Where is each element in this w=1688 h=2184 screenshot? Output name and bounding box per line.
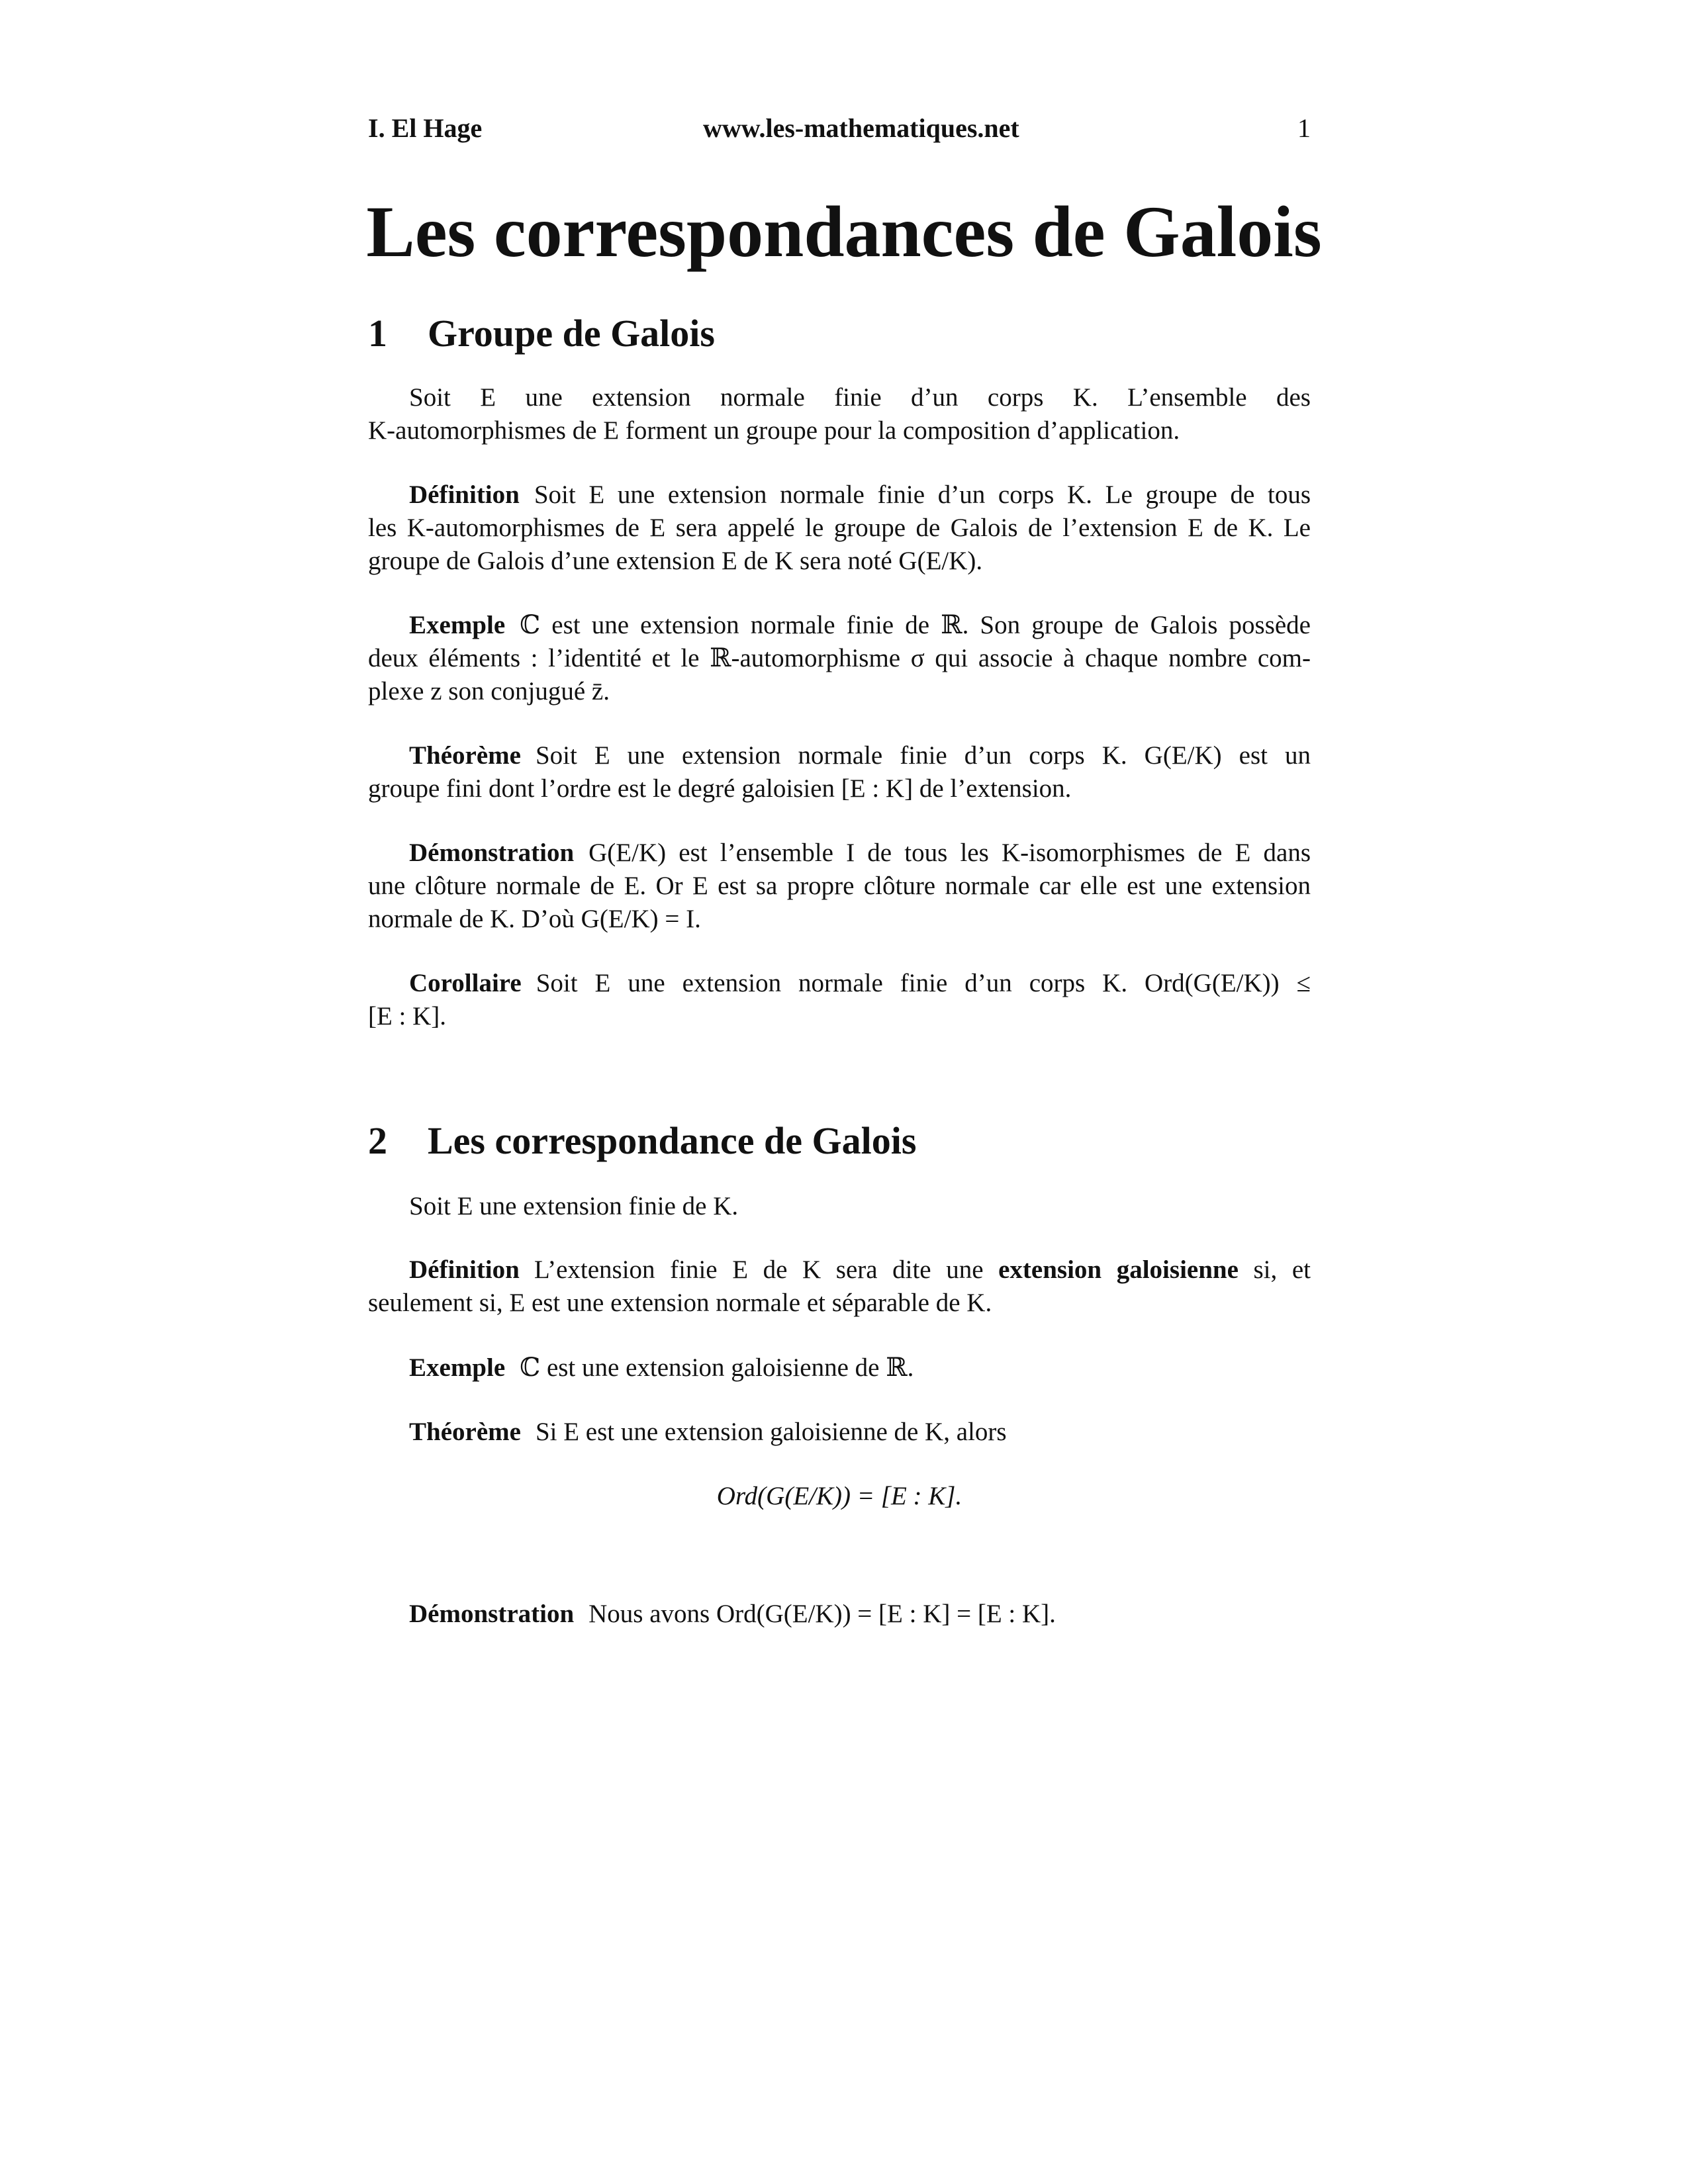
proof-1-line-3: normale de K. D’où G(E/K) = I.	[368, 905, 701, 933]
proof-2	[368, 1598, 1311, 1631]
proof-1-text-1: G(E/K) est l’ensemble I de tous les K-isomorphismes de E dans	[588, 839, 1311, 867]
theorem-1-label: Théorème	[409, 741, 521, 770]
page-title: Les correspondances de Galois	[366, 191, 1322, 272]
proof-2-label: Démonstration	[409, 1600, 575, 1628]
section-2-intro-text: Soit E une extension finie de K.	[409, 1192, 739, 1220]
proof-1-line-1	[368, 837, 1311, 870]
example-1-label: Exemple	[409, 611, 506, 639]
example-1-line-2: deux éléments : l’identité et le ℝ-automorphisme σ qui associe à chaque nombre com-	[368, 644, 1311, 672]
theorem-2	[368, 1416, 1311, 1449]
section-1-title: Groupe de Galois	[428, 312, 715, 355]
definition-1-text-1: Soit E une extension normale finie d’un corps K. Le groupe de tous	[534, 480, 1311, 509]
section-2-heading	[368, 1116, 916, 1166]
header-page-number: 1	[1297, 113, 1311, 143]
example-2	[368, 1351, 1311, 1385]
theorem-1-line-1	[368, 739, 1311, 772]
example-1-text-1: ℂ est une extension normale finie de ℝ. Son groupe de Galois possède	[520, 611, 1311, 639]
section-2-intro	[368, 1190, 1311, 1223]
section-1-number: 1	[368, 312, 387, 355]
section-2-number: 2	[368, 1119, 387, 1162]
definition-1-line-3: groupe de Galois d’une extension E de K sera noté G(E/K).	[368, 547, 983, 575]
header-author: I. El Hage	[368, 113, 483, 143]
definition-2	[368, 1253, 1311, 1320]
example-2-line	[368, 1351, 1311, 1385]
definition-2-line-1	[368, 1253, 1311, 1287]
definition-2-line-2: seulement si, E est une extension normale et séparable de K.	[368, 1289, 992, 1317]
corollary-1-line-1	[368, 967, 1311, 1000]
section-1-heading	[368, 308, 715, 359]
example-1-line-3: plexe z son conjugué z̄.	[368, 677, 610, 705]
theorem-2-text: Si E est une extension galoisienne de K, alors	[535, 1418, 1007, 1446]
proof-2-text: Nous avons Ord(G(E/K)) = [E : K] = [E : K].	[588, 1600, 1056, 1628]
intro-line-1: Soit E une extension normale finie d’un corps K. L’ensemble des	[409, 383, 1311, 412]
definition-1-line-1	[368, 478, 1311, 512]
theorem-1-text-1: Soit E une extension normale finie d’un corps K. G(E/K) est un	[535, 741, 1311, 770]
definition-2-label: Définition	[409, 1255, 520, 1284]
intro-line-2: K-automorphismes de E forment un groupe pour la composition d’application.	[368, 416, 1180, 445]
proof-1-line-2: une clôture normale de E. Or E est sa propre clôture normale car elle est une extension	[368, 872, 1311, 900]
definition-1-label: Définition	[409, 480, 520, 509]
corollary-1-text-1: Soit E une extension normale finie d’un corps K. Ord(G(E/K)) ≤	[536, 969, 1311, 997]
definition-1-line-2: les K-automorphismes de E sera appelé le groupe de Galois de l’extension E de K. Le	[368, 514, 1311, 542]
definition-2-term: extension galoisienne	[998, 1255, 1239, 1284]
corollary-1-line-2: [E : K].	[368, 1002, 447, 1030]
section-2-title: Les correspondance de Galois	[428, 1119, 917, 1162]
corollary-1	[368, 967, 1311, 1033]
example-2-text: ℂ est une extension galoisienne de ℝ.	[520, 1353, 914, 1382]
corollary-1-label: Corollaire	[409, 969, 522, 997]
example-2-label: Exemple	[409, 1353, 506, 1382]
proof-1	[368, 837, 1311, 936]
proof-1-label: Démonstration	[409, 839, 575, 867]
proof-2-line	[368, 1598, 1311, 1631]
theorem-2-equation: Ord(G(E/K)) = [E : K].	[716, 1482, 962, 1510]
section-1-intro	[368, 381, 1311, 447]
theorem-2-label: Théorème	[409, 1418, 521, 1446]
theorem-2-line	[368, 1416, 1311, 1449]
theorem-1-line-2: groupe fini dont l’ordre est le degré galoisien [E : K] de l’extension.	[368, 774, 1072, 803]
example-1	[368, 609, 1311, 708]
header-site: www.les-mathematiques.net	[703, 113, 1019, 143]
example-1-line-1	[368, 609, 1311, 642]
theorem-1	[368, 739, 1311, 805]
definition-1	[368, 478, 1311, 578]
definition-2-text-post: si, et	[1253, 1255, 1311, 1284]
definition-2-text-pre: L’extension finie E de K sera dite une	[534, 1255, 984, 1284]
